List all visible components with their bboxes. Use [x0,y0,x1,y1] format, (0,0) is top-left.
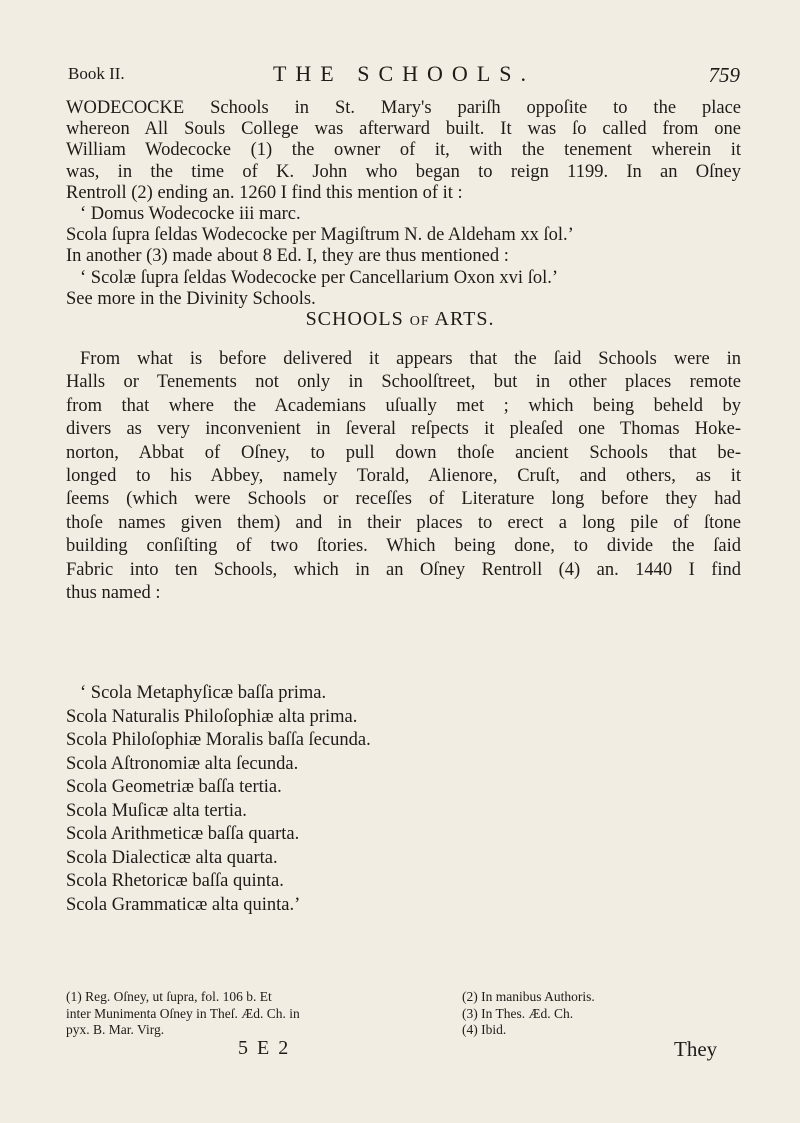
section-heading-end: ARTS. [434,308,495,330]
text-line: was, in the time of K. John who began to reign 1199. In an Oſney [66,161,741,182]
book-label: Book II. [68,64,125,83]
footnote-line: pyx. B. Mar. Virg. [66,1022,165,1037]
text-line: longed to his Abbey, namely Torald, Alienore, Cruſt, and others, as it [66,466,741,487]
text-line: thus named : [66,583,161,604]
text-line: norton, Abbat of Oſney, to pull down thoſe ancient Schools that be- [66,442,741,463]
schools-list [66,682,741,917]
list-item: Scola Geometriæ baſſa tertia. [66,777,282,797]
signature-mark: 5 E 2 [238,1037,291,1059]
wodecocke-paragraph [66,98,741,310]
footnote-line: (4) Ibid. [462,1022,507,1037]
quote-line: ‘ Domus Wodecocke iii marc. [80,204,301,225]
text-line: thoſe names given them) and in their places to erect a long pile of ſtone [66,512,741,533]
text-line: See more in the Divinity Schools. [66,288,316,309]
quote-line: Scola ſupra ſeldas Wodecocke per Magiſtrum N. de Aldeham xx ſol.’ [66,225,574,246]
text-line: Fabric into ten Schools, which in an Oſney Rentroll (4) an. 1440 I find [66,559,741,580]
list-item: Scola Grammaticæ alta quinta.’ [66,894,301,915]
catchword: They [674,1037,718,1061]
arts-paragraph [66,348,741,605]
list-item: Scola Muſicæ alta tertia. [66,800,247,821]
list-item: Scola Aſtronomiæ alta ſecunda. [66,753,299,774]
text-line: In another (3) made about 8 Ed. I, they are thus mentioned : [66,246,509,267]
section-heading-small: OF [409,314,430,329]
list-item: Scola Arithmeticæ baſſa quarta. [66,824,300,844]
section-heading-main: SCHOOLS [305,308,404,330]
footnote-column-left [66,989,426,1039]
list-item: Scola Rhetoricæ baſſa quinta. [66,871,284,891]
footnote-line: (1) Reg. Oſney, ut ſupra, fol. 106 b. Et [66,989,272,1004]
footnote-line: (2) In manibus Authoris. [462,989,595,1004]
text-line: Halls or Tenements not only in Schoolſtreet, but in other places remote [66,372,741,393]
section-heading [0,308,800,331]
list-item: Scola Dialecticæ alta quarta. [66,847,278,868]
footnote-line: inter Munimenta Oſney in Theſ. Æd. Ch. in [66,1005,300,1021]
page-number: 759 [708,63,740,87]
text-line: From what is before delivered it appears that the ſaid Schools were in [80,349,741,369]
text-line: WODECOCKE Schools in St. Mary's pariſh oppoſite to the place [66,98,741,118]
text-line: William Wodecocke (1) the owner of it, with the tenement wherein it [66,140,741,161]
quote-line: ‘ Scolæ ſupra ſeldas Wodecocke per Cancellarium Oxon xvi ſol.’ [80,267,559,288]
running-title: THE SCHOOLS. [272,61,535,86]
running-header [68,61,740,94]
footnote-column-right [462,989,762,1039]
text-line: divers as very inconvenient in ſeveral reſpects it pleaſed one Thomas Hoke- [66,419,741,440]
text-line: ſeems (which were Schools or receſſes of Literature long before they had [66,489,741,510]
list-item: Scola Philoſophiæ Moralis baſſa ſecunda. [66,730,371,750]
text-line: Rentroll (2) ending an. 1260 I find this mention of it : [66,182,463,203]
text-line: whereon All Souls College was afterward built. It was ſo called from one [66,119,741,140]
text-line: from that where the Academians uſually met ; which being beheld by [66,395,741,416]
list-item: ‘ Scola Metaphyſicæ baſſa prima. [80,683,327,703]
footnote-line: (3) In Thes. Æd. Ch. [462,1005,574,1021]
list-item: Scola Naturalis Philoſophiæ alta prima. [66,706,358,727]
text-line: building conſiſting of two ſtories. Which being done, to divide the ſaid [66,536,741,557]
